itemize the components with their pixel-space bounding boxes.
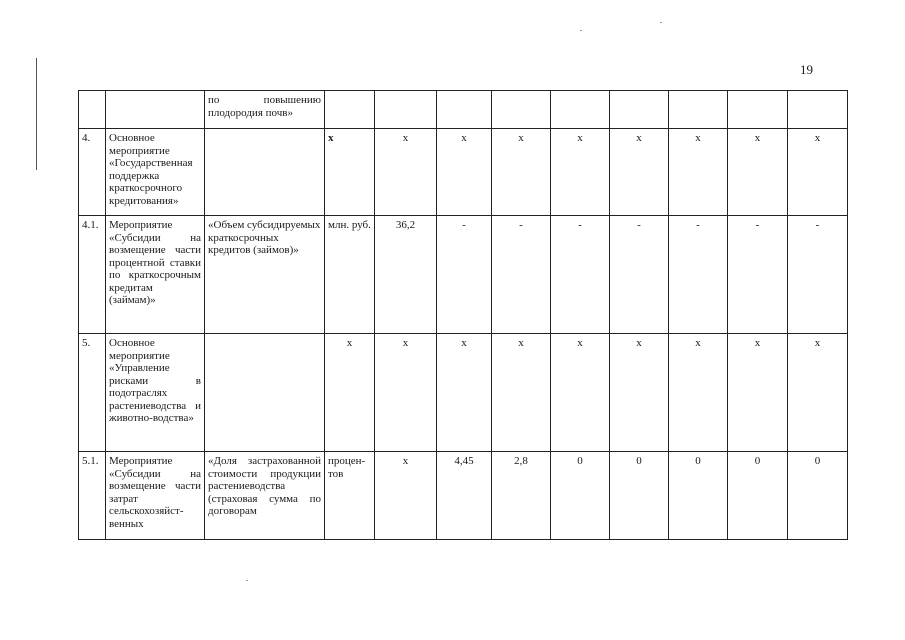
row-number-cell: 5.1. [79, 452, 106, 540]
indicator-cell: «Доля застрахованной стоимости продукции растениеводства (страховая сумма по договорам [205, 452, 325, 540]
row-number-cell: 5. [79, 334, 106, 452]
value-cell: x [375, 452, 437, 540]
value-cell [437, 91, 492, 129]
value-cell: 2,8 [492, 452, 551, 540]
margin-line [36, 58, 37, 170]
indicator-cell: «Объем субсидируемых краткосрочных кредитов (займов)» [205, 216, 325, 334]
unit-cell: процен-тов [325, 452, 375, 540]
value-cell [788, 91, 848, 129]
value-cell: x [728, 334, 788, 452]
event-name-cell: Мероприятие «Субсидии на возмещение части процентной ставки по краткосрочным кредитам (займам)» [106, 216, 205, 334]
table-row [79, 334, 848, 452]
value-cell: 0 [551, 452, 610, 540]
value-cell: x [728, 129, 788, 216]
value-cell: - [610, 216, 669, 334]
value-cell: x [375, 129, 437, 216]
page-number: 19 [800, 62, 813, 77]
value-cell: - [669, 216, 728, 334]
value-cell: - [551, 216, 610, 334]
document-table [78, 90, 848, 540]
value-cell: x [325, 334, 375, 452]
value-cell: 4,45 [437, 452, 492, 540]
value-cell: x [551, 129, 610, 216]
value-cell: - [728, 216, 788, 334]
value-cell [551, 91, 610, 129]
value-cell: 36,2 [375, 216, 437, 334]
table-row [79, 452, 848, 540]
value-cell: x [669, 129, 728, 216]
value-cell: x [788, 334, 848, 452]
unit-cell: x [325, 129, 375, 216]
value-cell: 0 [610, 452, 669, 540]
scan-speck [246, 580, 248, 581]
unit-cell: млн. руб. [325, 216, 375, 334]
indicator-cell [205, 129, 325, 216]
value-cell: x [788, 129, 848, 216]
value-cell [610, 91, 669, 129]
row-number-cell [79, 91, 106, 129]
value-cell: x [669, 334, 728, 452]
value-cell: 0 [728, 452, 788, 540]
table-row [79, 91, 848, 129]
event-name-cell: Мероприятие «Субсидии на возмещение части затрат сельскохозяйст-венных [106, 452, 205, 540]
value-cell: x [551, 334, 610, 452]
scan-speck [580, 30, 582, 31]
indicator-cell [205, 334, 325, 452]
value-cell: - [788, 216, 848, 334]
value-cell: x [610, 129, 669, 216]
table-row [79, 216, 848, 334]
table-row [79, 129, 848, 216]
value-cell: x [492, 129, 551, 216]
value-cell: x [610, 334, 669, 452]
value-cell: x [375, 334, 437, 452]
value-cell [669, 91, 728, 129]
value-cell [728, 91, 788, 129]
event-name-cell: Основное мероприятие «Государственная поддержка краткосрочного кредитования» [106, 129, 205, 216]
value-cell: x [437, 334, 492, 452]
row-number-cell: 4. [79, 129, 106, 216]
value-cell: x [492, 334, 551, 452]
value-cell: 0 [669, 452, 728, 540]
value-cell [492, 91, 551, 129]
value-cell [375, 91, 437, 129]
event-name-cell [106, 91, 205, 129]
value-cell: - [437, 216, 492, 334]
scan-speck [660, 22, 662, 23]
event-name-cell: Основное мероприятие «Управление рисками в подотраслях растениеводства и животно-водства» [106, 334, 205, 452]
unit-cell [325, 91, 375, 129]
row-number-cell: 4.1. [79, 216, 106, 334]
value-cell: x [437, 129, 492, 216]
indicator-cell: по повышению плодородия почв» [205, 91, 325, 129]
value-cell: - [492, 216, 551, 334]
value-cell: 0 [788, 452, 848, 540]
